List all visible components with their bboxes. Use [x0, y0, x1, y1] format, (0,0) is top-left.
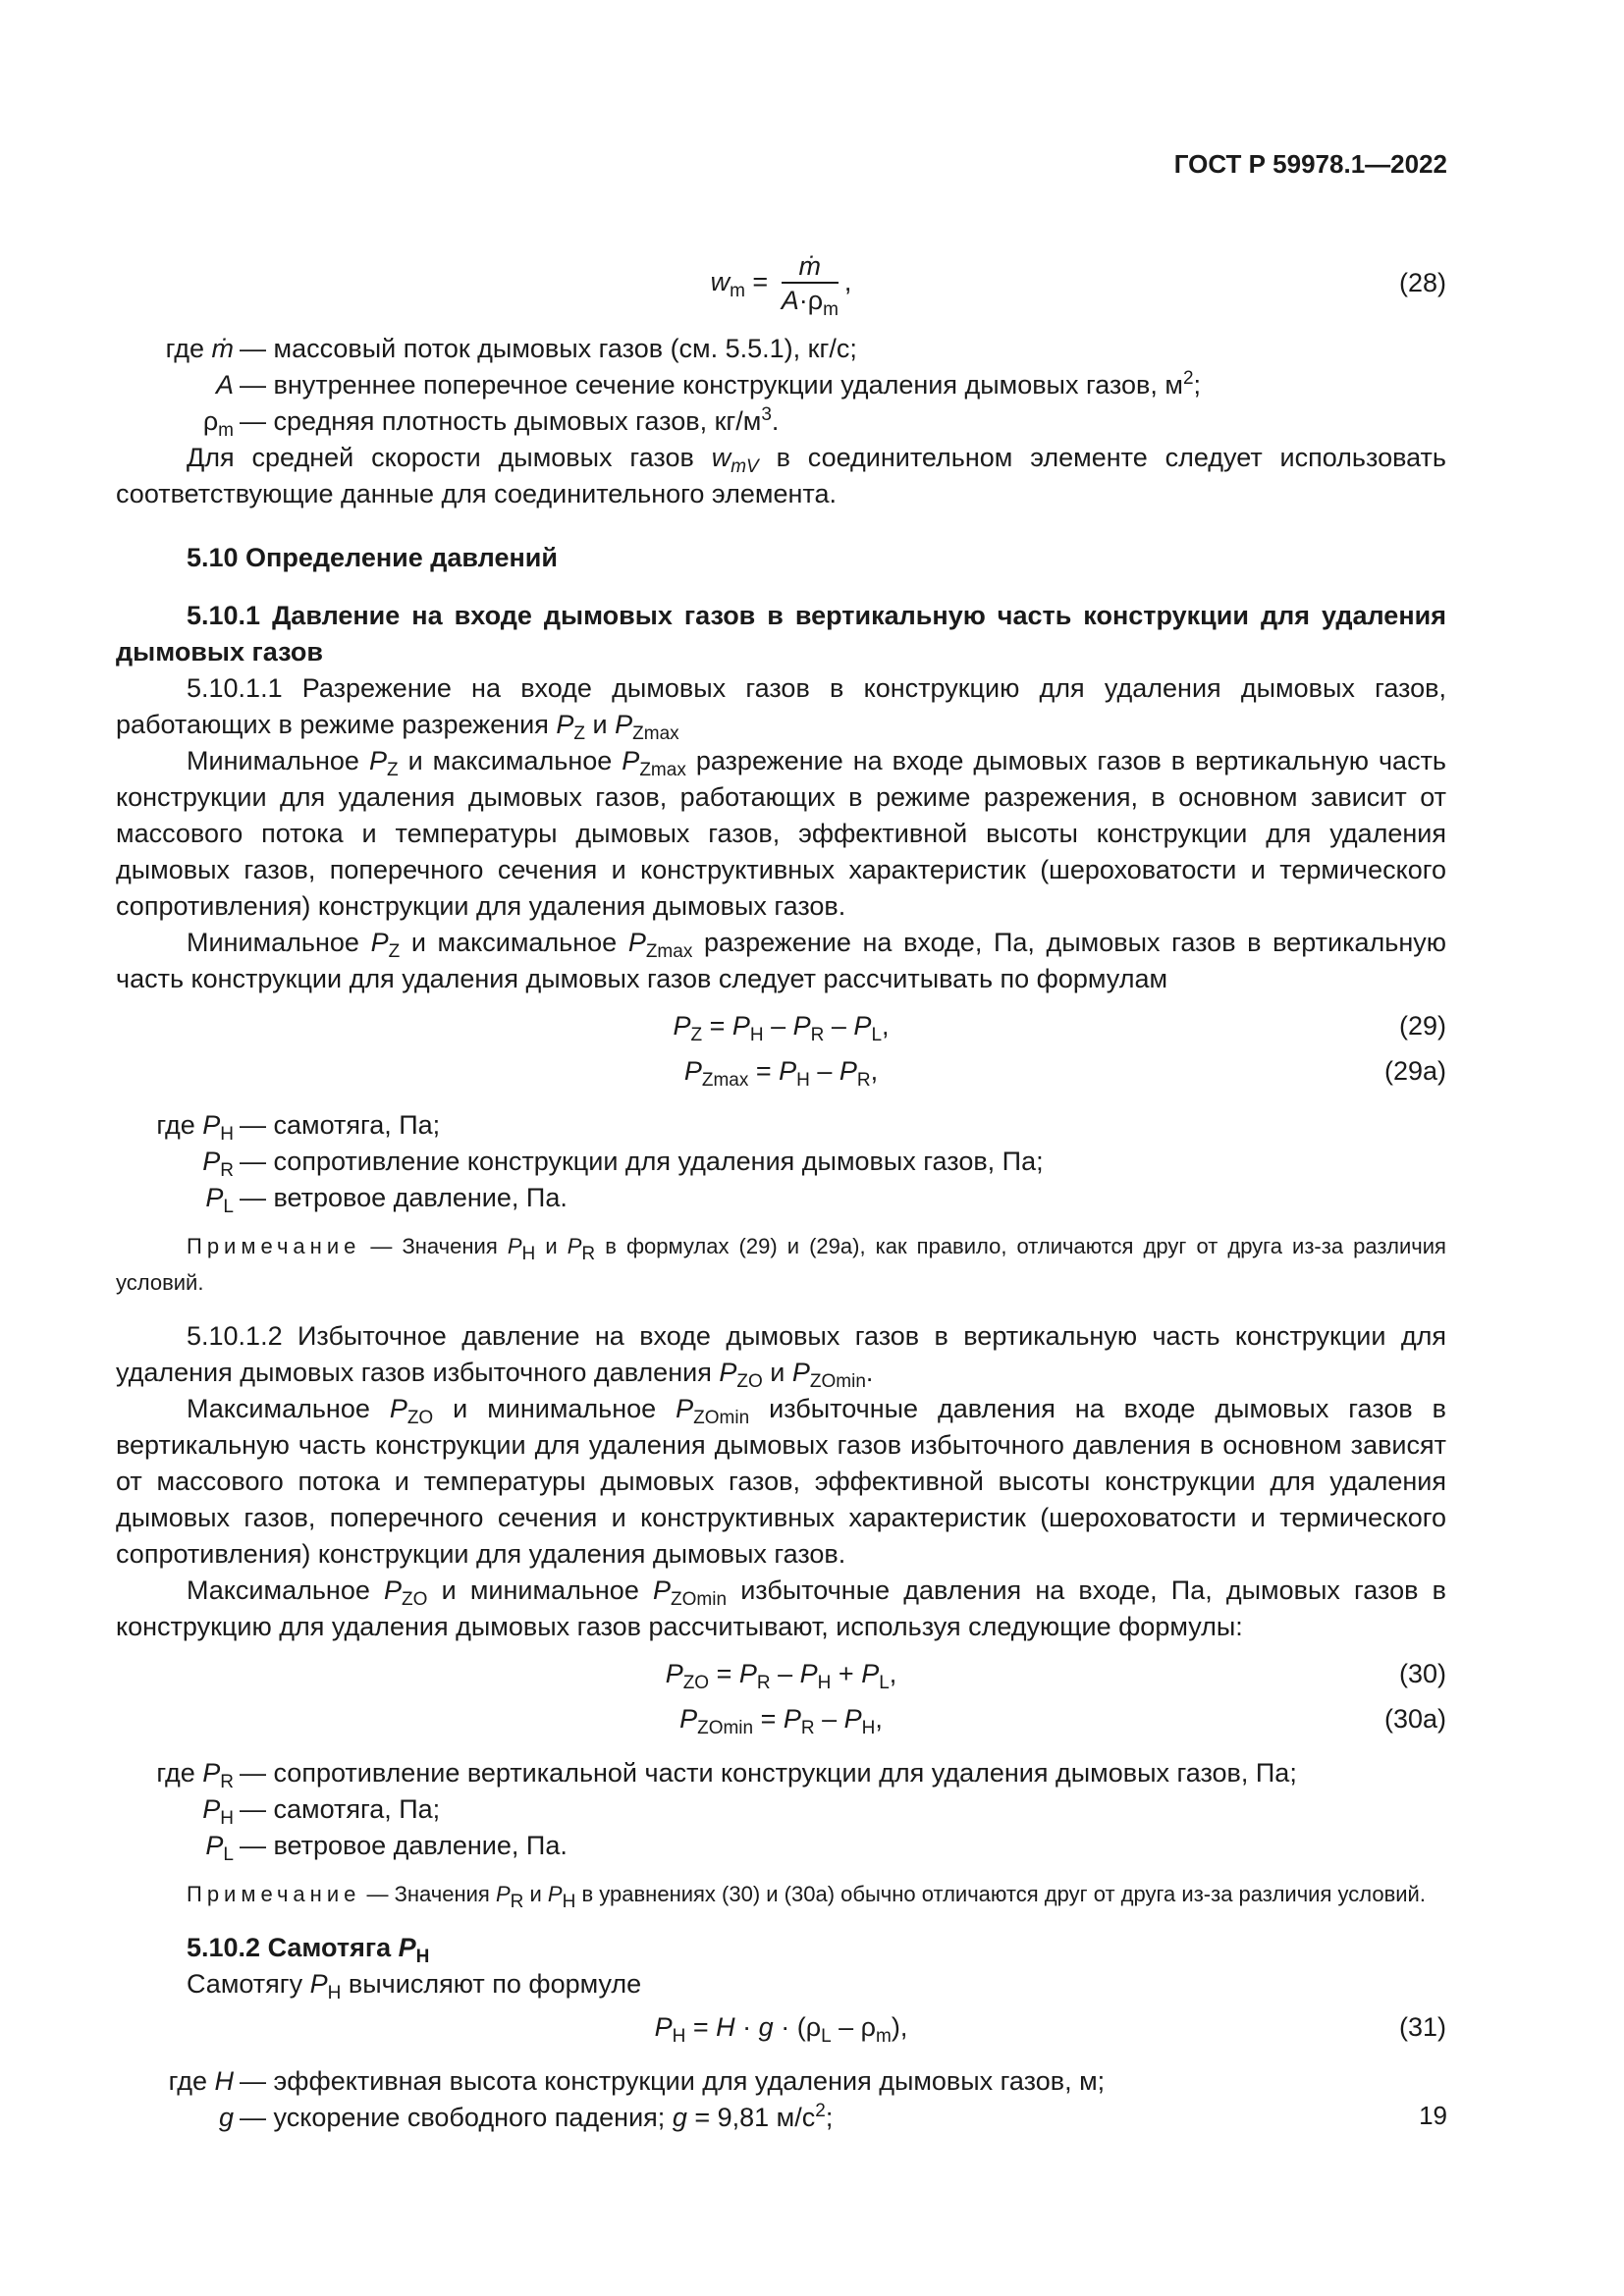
equation-number: (30а) — [1383, 1704, 1446, 1734]
note: Примечание — Значения $P_H$ и $P_R$ в формулах (29) и (29а), как правило, отличаются друг от друга из-за различия условий. — [116, 1234, 1446, 1295]
section-heading: 5.10 Определение давлений — [187, 543, 558, 572]
page-number: 19 — [1419, 2101, 1447, 2130]
paragraph: Максимальное $P_{ZO}$ и минимальное $P_{ZOmin}$ избыточные давления на входе, Па, дымовых газов в конструкцию для удаления дымовых газов рассчитывают, используя следующие формулы: — [116, 1575, 1446, 1641]
definition-row: $\rho_m$ — средняя плотность дымовых газов, $кг/м^3$. — [202, 404, 780, 441]
definition-row: где $P_R$ — сопротивление вертикальной части конструкции для удаления дымовых газов, Па; — [156, 1758, 1297, 1792]
equation-31: $P_H = H \cdot g \cdot (\rho_L - \rho_m)$, (31) — [654, 2012, 1446, 2047]
equation-number: (29) — [1398, 1011, 1446, 1041]
subsection-heading: 5.10.1 Давление на входе дымовых газов в вертикальную часть конструкции для удаления дымовых газов — [116, 601, 1446, 667]
definition-row: $P_R$ — сопротивление конструкции для удаления дымовых газов, Па; — [202, 1147, 1044, 1181]
equation-number: (30) — [1398, 1659, 1446, 1688]
equation-29: $P_Z = P_H - P_R - P_L$, (29) — [673, 1011, 1446, 1045]
definition-row: где $P_H$ — самотяга, Па; — [156, 1110, 441, 1145]
paragraph: Самотягу $P_H$ вычисляют по формуле — [187, 1969, 642, 2003]
paragraph: Минимальное $P_Z$ и максимальное $P_{Zmax}$ разрежение на входе дымовых газов в вертикальную часть конструкции для удаления дымовых газов, работающих в режиме разрежения, в основном зависит от массового потока и температуры дымовых газов, эффективной высоты конструкции для удаления дымовых газов, поперечного сечения и конструктивных характеристик (шероховатости и термического сопротивления) конструкции для удаления дымовых газов. — [116, 746, 1446, 921]
equation-29a: $P_{Zmax} = P_H - P_R$, (29а) — [683, 1056, 1446, 1091]
equation-28: $w_m$ = $\frac{\text{ṁ}}{A\cdot\rho_m}$ , (28) — [710, 251, 1446, 320]
subsection-heading: 5.10.2 Самотяга $P_H$ — [187, 1933, 430, 1967]
equation-number: (28) — [1398, 268, 1446, 297]
definition-row: $P_L$ — ветровое давление, Па. — [205, 1831, 568, 1865]
equation-30a: $P_{ZOmin} = P_R - P_H$, (30а) — [679, 1704, 1446, 1738]
definition-row: $P_H$ — самотяга, Па; — [202, 1794, 441, 1829]
definition-row: где H — эффективная высота конструкции для удаления дымовых газов, м; — [168, 2066, 1106, 2096]
equation-number: (31) — [1398, 2012, 1446, 2042]
paragraph: Для средней скорости дымовых газов $w_{mV}$ в соединительном элементе следует использовать соответствующие данные для соединительного элемента. — [116, 443, 1446, 508]
paragraph: 5.10.1.2 Избыточное давление на входе дымовых газов в вертикальную часть конструкции для удаления дымовых газов избыточного давления $P_{ZO}$ и $P_{ZOmin}$. — [116, 1321, 1446, 1392]
definition-row: g — ускорение свободного падения; g = 9,81 $м/с^2$; — [218, 2101, 834, 2132]
paragraph: 5.10.1.1 Разрежение на входе дымовых газов в конструкцию для удаления дымовых газов, работающих в режиме разрежения $P_Z$ и $P_{Zmax}$ — [116, 673, 1446, 744]
standard-header: ГОСТ Р 59978.1—2022 — [1173, 149, 1447, 179]
definition-row: $P_L$ — ветровое давление, Па. — [205, 1183, 568, 1217]
paragraph: Максимальное $P_{ZO}$ и минимальное $P_{ZOmin}$ избыточные давления на входе дымовых газов в вертикальную часть конструкции для удаления дымовых газов избыточного давления в основном зависят от массового потока и температуры дымовых газов, эффективной высоты конструкции для удаления дымовых газов, поперечного сечения и конструктивных характеристик (шероховатости и термического сопротивления) конструкции для удаления дымовых газов. — [116, 1394, 1446, 1569]
definition-row: A — внутреннее поперечное сечение конструкции удаления дымовых газов, $м^2$; — [215, 368, 1202, 400]
definition-row: где ṁ — массовый поток дымовых газов (см. 5.5.1), кг/с; — [165, 334, 857, 363]
paragraph: Минимальное $P_Z$ и максимальное $P_{Zmax}$ разрежение на входе, Па, дымовых газов в вертикальную часть конструкции для удаления дымовых газов следует рассчитывать по формулам — [116, 928, 1446, 993]
equation-number: (29а) — [1383, 1056, 1446, 1086]
page-content — [116, 250, 1446, 2136]
note: Примечание — Значения $P_R$ и $P_H$ в уравнениях (30) и (30а) обычно отличаются друг от друга из-за различия условий. — [187, 1882, 1426, 1912]
equation-30: $P_{ZO} = P_R - P_H + P_L$, (30) — [665, 1659, 1446, 1693]
